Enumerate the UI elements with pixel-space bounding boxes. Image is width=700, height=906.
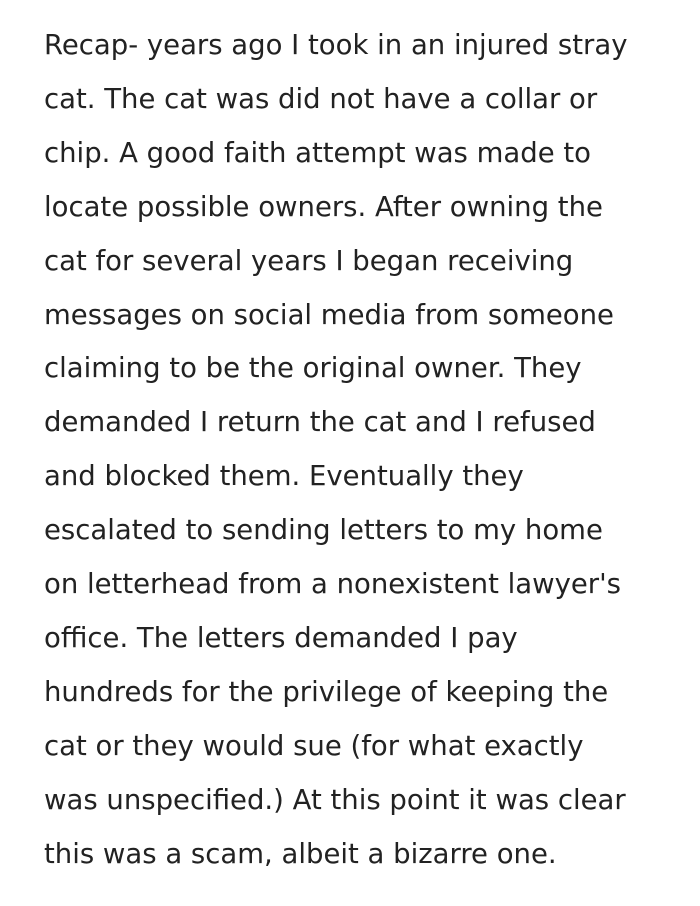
text-line: cat. The cat was did not have a collar or (44, 82, 598, 115)
text-line: on letterhead from a nonexistent lawyer's (44, 568, 621, 601)
text-line: chip. A good faith attempt was made to (44, 136, 591, 169)
text-line: cat or they would sue (for what exactly (44, 729, 584, 762)
text-line: this was a scam, albeit a bizarre one. (44, 837, 557, 870)
text-line: cat for several years I began receiving (44, 244, 574, 277)
text-line: messages on social media from someone (44, 298, 614, 331)
text-line: demanded I return the cat and I refused (44, 406, 596, 439)
text-line: hundreds for the privilege of keeping the (44, 675, 609, 708)
text-line: and blocked them. Eventually they (44, 460, 524, 493)
text-line: Recap- years ago I took in an injured stray (44, 29, 628, 61)
text-line: office. The letters demanded I pay (44, 621, 518, 654)
text-line: escalated to sending letters to my home (44, 514, 603, 547)
text-line: was unspecified.) At this point it was clear (44, 783, 626, 816)
text-line: locate possible owners. After owning the (44, 190, 603, 223)
text-line: claiming to be the original owner. They (44, 352, 582, 385)
